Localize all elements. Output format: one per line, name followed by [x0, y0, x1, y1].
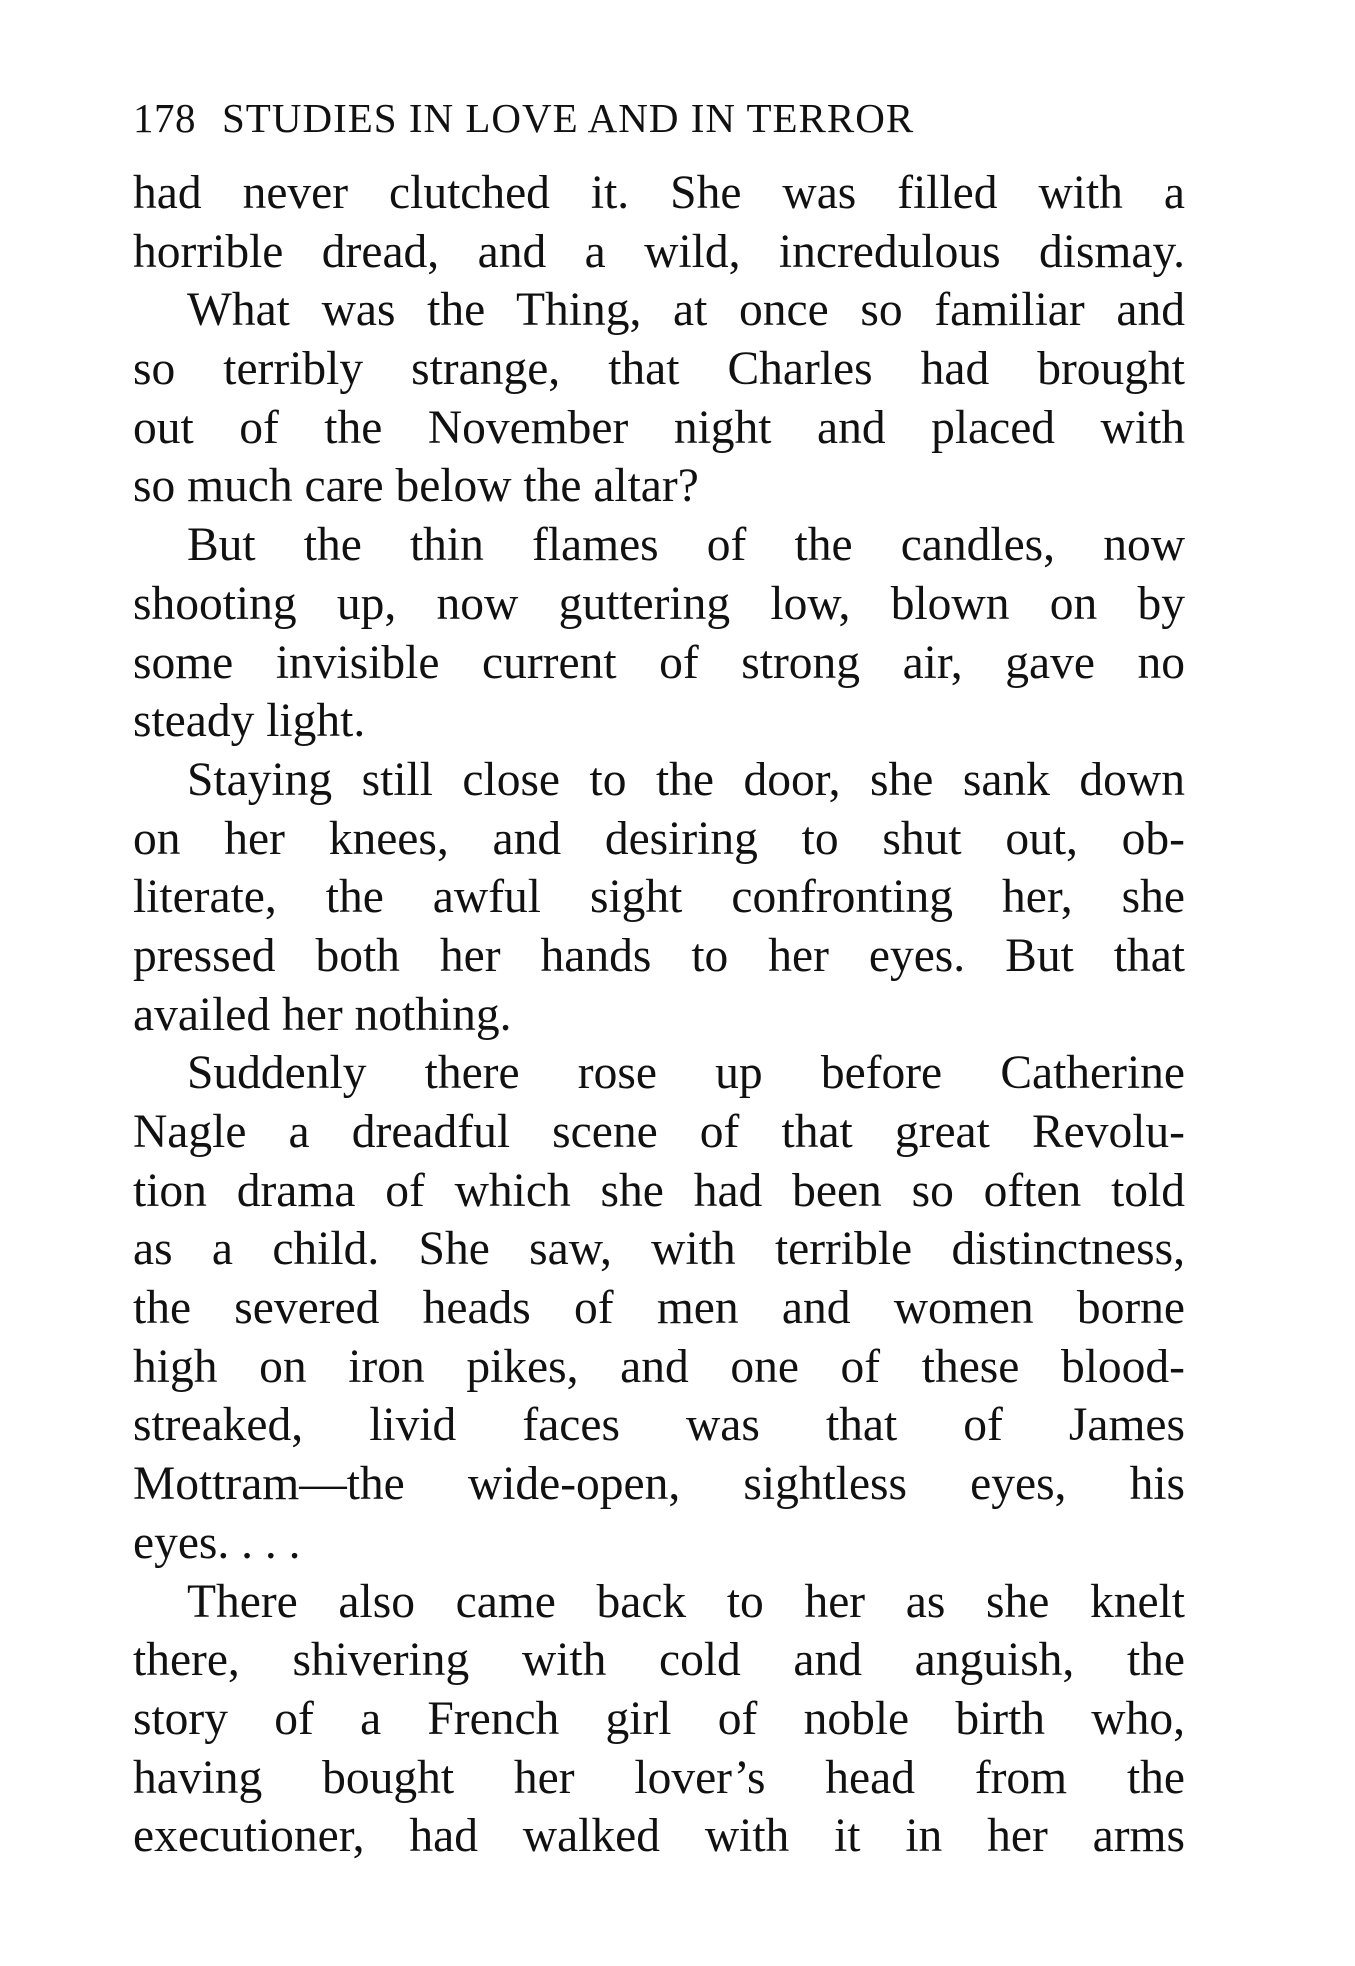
text-line: executioner, had walked with it in her arms [133, 1810, 1185, 1863]
text-line: shooting up, now guttering low, blown on by [133, 577, 1185, 630]
text-line: so much care below the altar? [133, 460, 699, 513]
text-line: some invisible current of strong air, gave no [133, 636, 1185, 689]
text-line: the severed heads of men and women borne [133, 1282, 1185, 1335]
text-line: out of the November night and placed with [133, 401, 1185, 454]
text-line: so terribly strange, that Charles had brought [133, 343, 1185, 396]
text-line: as a child. She saw, with terrible distinctness, [133, 1223, 1185, 1276]
text-line: Suddenly there rose up before Catherine [187, 1047, 1185, 1100]
body-text [133, 164, 1185, 1866]
text-line: on her knees, and desiring to shut out, ob- [133, 812, 1185, 865]
text-line: story of a French girl of noble birth who, [133, 1692, 1185, 1745]
text-line: What was the Thing, at once so familiar and [187, 284, 1185, 337]
text-line: there, shivering with cold and anguish, the [133, 1634, 1185, 1687]
text-line: availed her nothing. [133, 988, 512, 1041]
text-line: pressed both her hands to her eyes. But that [133, 929, 1185, 982]
text-line: Mottram—the wide-open, sightless eyes, his [133, 1458, 1185, 1511]
text-line: streaked, livid faces was that of James [133, 1399, 1185, 1452]
text-line: had never clutched it. She was filled with a [133, 167, 1185, 219]
running-head [133, 92, 1183, 144]
text-line: high on iron pikes, and one of these blood- [133, 1340, 1185, 1393]
text-line: Staying still close to the door, she sank down [187, 753, 1185, 806]
text-line: tion drama of which she had been so often told [133, 1164, 1185, 1217]
text-line: Nagle a dreadful scene of that great Revolu- [133, 1106, 1185, 1158]
text-line: But the thin flames of the candles, now [187, 519, 1185, 572]
text-line: eyes. . . . [133, 1516, 301, 1569]
page-number: 178 [133, 95, 196, 141]
text-line: having bought her lover’s head from the [133, 1751, 1185, 1804]
text-line: steady light. [133, 695, 366, 748]
text-line: literate, the awful sight confronting her, she [133, 871, 1185, 924]
book-title: STUDIES IN LOVE AND IN TERROR [222, 95, 915, 141]
text-line: horrible dread, and a wild, incredulous dismay. [133, 225, 1185, 278]
text-line: There also came back to her as she knelt [187, 1575, 1185, 1628]
